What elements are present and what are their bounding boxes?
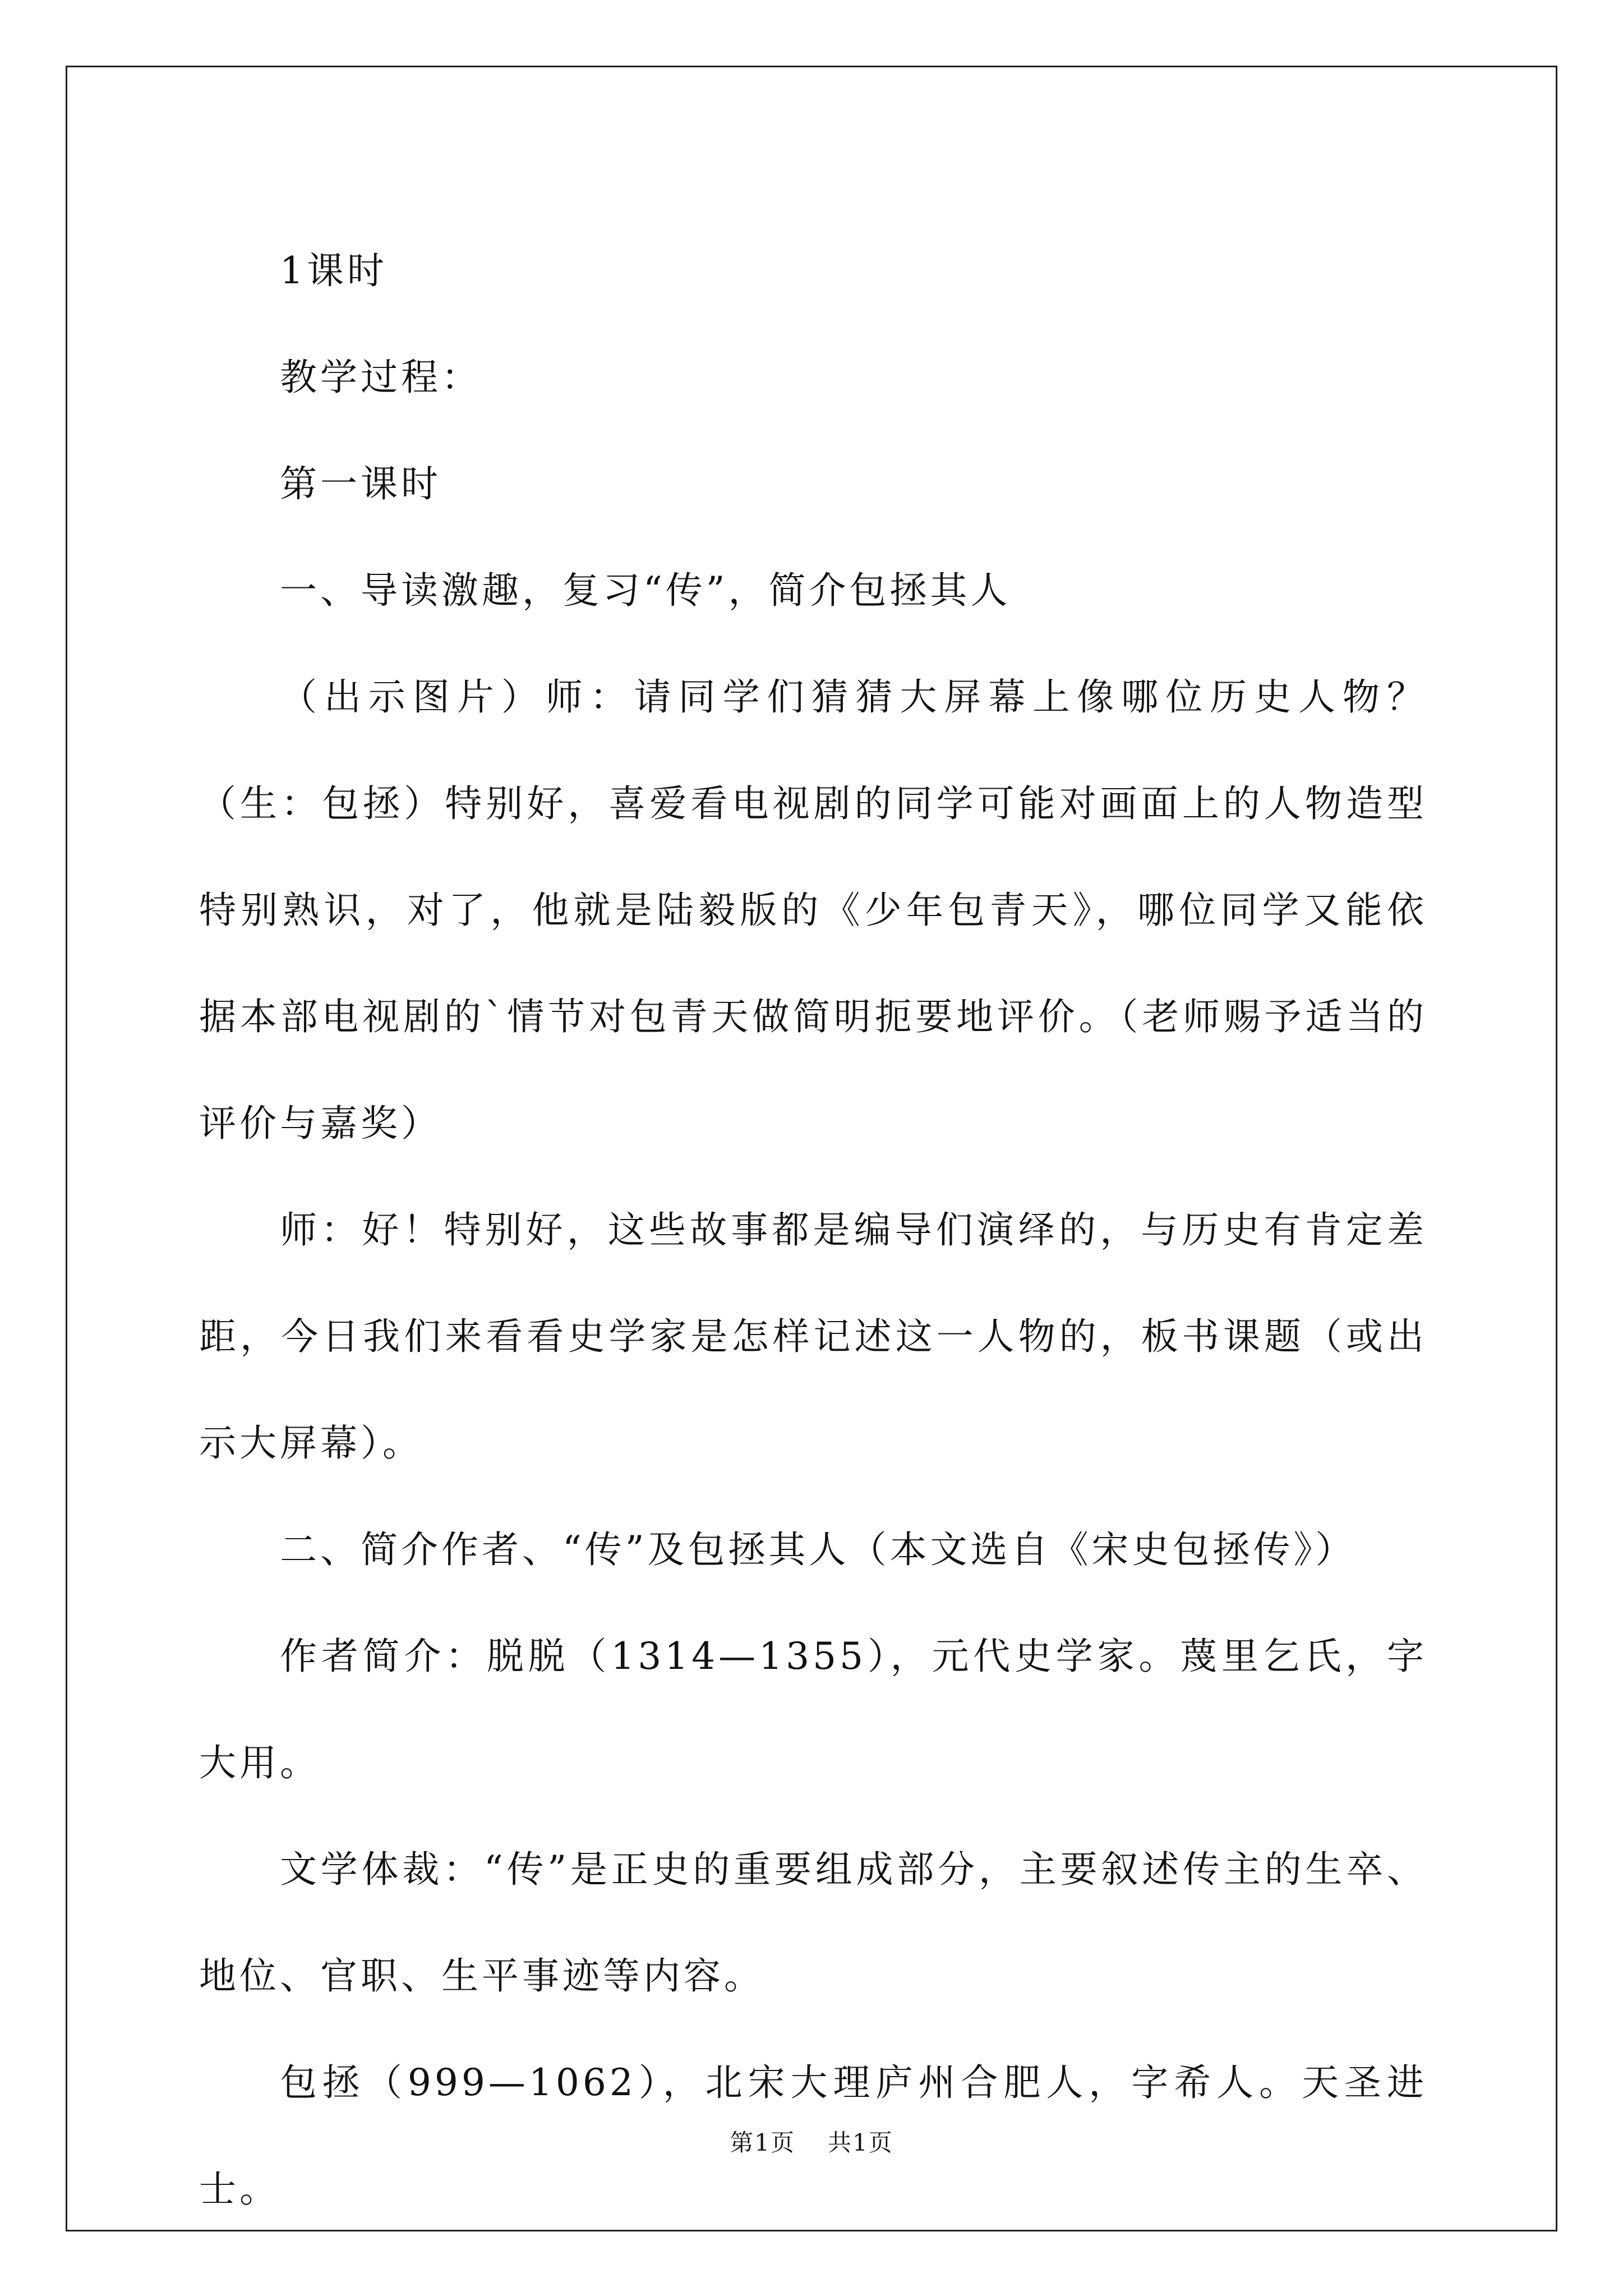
paragraph-baozheng-bio: 包拯（999—1062），北宋大理庐州合肥人，字希人。天圣进士。 (199, 2061, 1427, 2211)
paragraph-class-hours: 1课时 (280, 249, 388, 292)
paragraph-intro-picture: （出示图片）师：请同学们猜猜大屏幕上像哪位历史人物？（生：包拯）特别好，喜爱看电视剧的同学可能对画面上的人物造型特别熟识，对了，他就是陆毅版的《少年包青天》，哪位同学又能依据本部电视剧的`情节对包青天做简明扼要地评价。（老师赐予适当的评价与嘉奖） (199, 675, 1427, 1145)
paragraph-first-lesson: 第一课时 (280, 462, 441, 505)
page-total: 共1页 (828, 2129, 893, 2156)
document-body (199, 218, 1427, 2243)
page-footer (0, 2129, 1623, 2157)
section-heading-1: 一、导读激趣，复习“传”，简介包拯其人 (280, 569, 1011, 612)
paragraph-author-intro: 作者简介：脱脱（1314—1355），元代史学家。蔑里乞氏，字大用。 (199, 1635, 1427, 1784)
paragraph-teaching-process: 教学过程： (280, 356, 482, 399)
page-number: 第1页 (730, 2129, 795, 2156)
section-heading-2: 二、简介作者、“传”及包拯其人（本文选自《宋史包拯传》） (280, 1528, 1356, 1571)
paragraph-genre: 文学体裁：“传”是正史的重要组成部分，主要叙述传主的生卒、地位、官职、生平事迹等内容。 (199, 1848, 1427, 1998)
paragraph-teacher-remark: 师：好！特别好，这些故事都是编导们演绎的，与历史有肯定差距，今日我们来看看史学家是怎样记述这一人物的，板书课题（或出示大屏幕）。 (199, 1208, 1427, 1465)
